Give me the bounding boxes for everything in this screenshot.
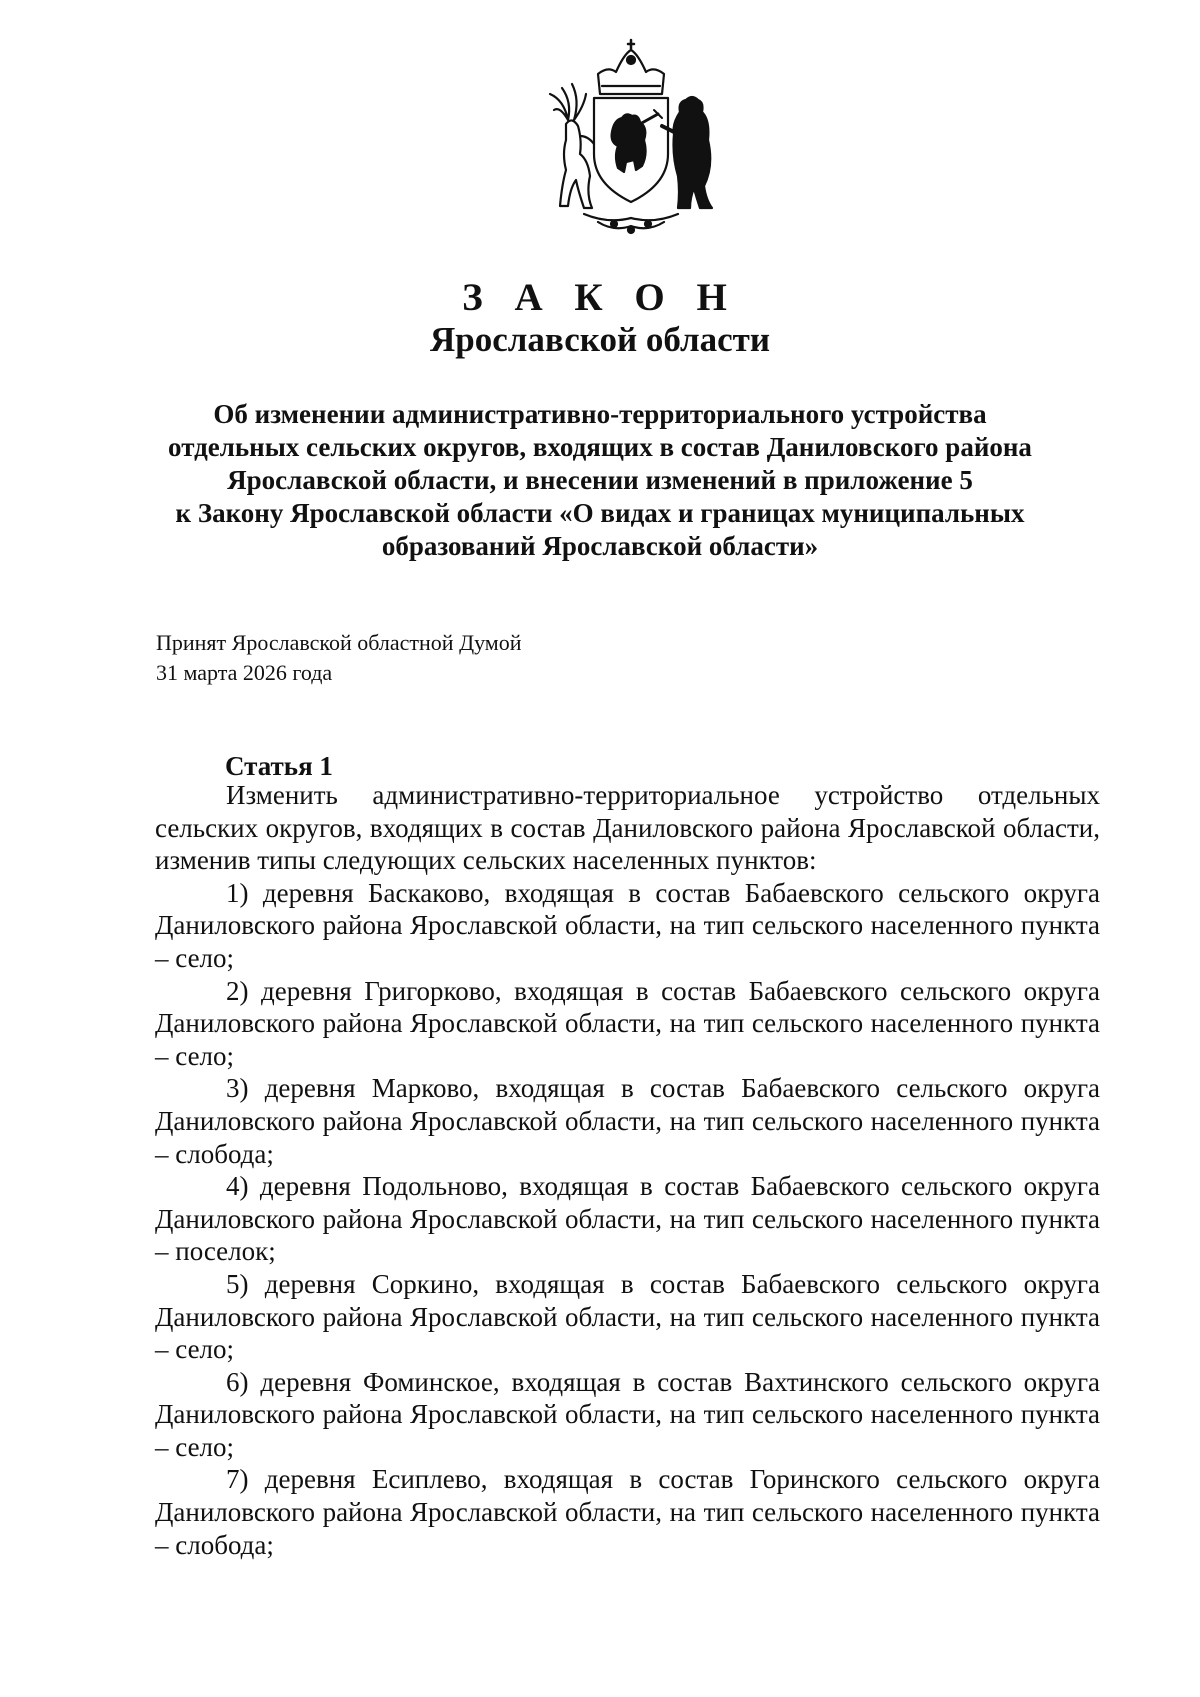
list-item: 7) деревня Есиплево, входящая в состав Горинского сельского округа Даниловского района Ярославской области, на тип сельского населенного пункта – слобода; xyxy=(155,1464,1100,1560)
article-body xyxy=(155,779,1100,1561)
subject-line: Ярославской области, и внесении изменений в приложение 5 xyxy=(227,465,973,495)
list-item: 3) деревня Марково, входящая в состав Бабаевского сельского округа Даниловского района Ярославской области, на тип сельского населенного пункта – слобода; xyxy=(155,1073,1100,1169)
subject-line: образований Ярославской области» xyxy=(381,531,819,561)
list-item: 2) деревня Григорково, входящая в состав Бабаевского сельского округа Даниловского района Ярославской области, на тип сельского населенного пункта – село; xyxy=(155,975,1100,1071)
adoption-body: Принят Ярославской областной Думой xyxy=(156,630,522,655)
subject-line: Об изменении административно-территориального устройства xyxy=(213,399,987,429)
list-item: 1) деревня Баскаково, входящая в состав Бабаевского сельского округа Даниловского района Ярославской области, на тип сельского населенного пункта – село; xyxy=(155,877,1100,973)
article-intro: Изменить административно-территориальное устройство отдельных сельских округов, входящих в состав Даниловского района Ярославской области, изменив типы следующих сельских населенных пунктов: xyxy=(155,780,1100,876)
list-item: 5) деревня Соркино, входящая в состав Бабаевского сельского округа Даниловского района Ярославской области, на тип сельского населенного пункта – село; xyxy=(155,1268,1100,1365)
subject-line: к Закону Ярославской области «О видах и границах муниципальных xyxy=(175,498,1025,528)
list-item: 4) деревня Подольново, входящая в состав Бабаевского сельского округа Даниловского района Ярославской области, на тип сельского населенного пункта – поселок; xyxy=(155,1171,1100,1267)
coat-of-arms-icon xyxy=(528,36,734,238)
law-region: Ярославской области xyxy=(429,320,771,359)
adoption-note xyxy=(156,628,522,688)
article-heading: Статья 1 xyxy=(225,751,333,781)
law-subject xyxy=(150,398,1050,563)
list-item: 6) деревня Фоминское, входящая в состав Вахтинского сельского округа Даниловского района Ярославской области, на тип сельского населенного пункта – село; xyxy=(155,1366,1100,1462)
law-title: З А К О Н xyxy=(462,276,738,319)
adoption-date: 31 марта 2026 года xyxy=(156,660,333,685)
subject-line: отдельных сельских округов, входящих в состав Даниловского района xyxy=(168,432,1032,462)
